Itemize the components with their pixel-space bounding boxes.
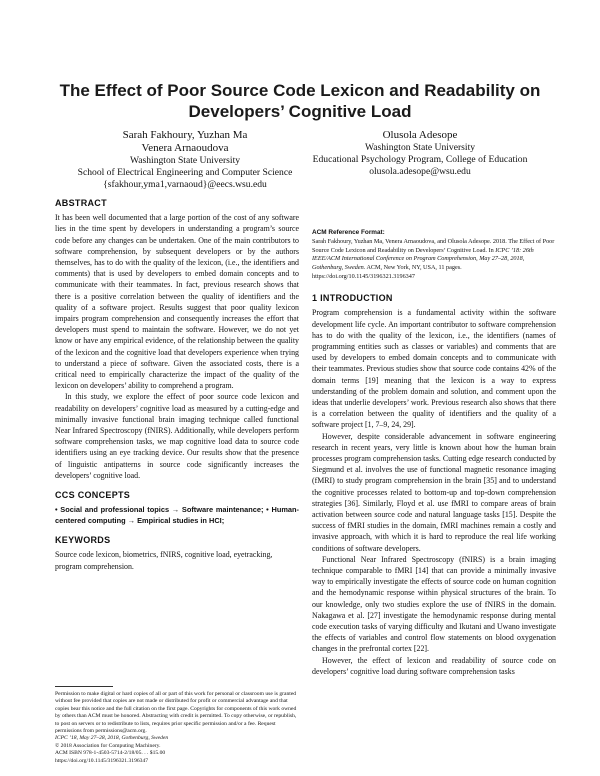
- permission-notice: [55, 691, 299, 765]
- author-block-right: [305, 129, 535, 179]
- intro-paragraph-4: However, the effect of lexicon and readability of source code on developers’ cognitive load during software comprehension tasks: [312, 655, 556, 676]
- reference-format-text: Sarah Fakhoury, Yuzhan Ma, Venera Arnaoudova, and Olusola Adesope. 2018. The Effect of Poor Source Code Lexicon and Readability on Developers’ Cognitive Load. In ICPC ’18: 26th IEEE/ACM International Conference on Program Comprehension, May 27–28, 2018, Gothenburg, Sweden. ACM, New York, NY, USA, 11 pages. https://doi.org/10.1145/3196321.3196347: [312, 238, 555, 280]
- abstract-paragraph-2: In this study, we explore the effect of poor source code lexicon and readability on developers’ cognitive load as measured by a cutting-edge and minimally invasive functional brain imaging technique called functional Near Infrared Spectroscopy (fNIRS). Additionally, while developers perform software comprehension tasks, we map cognitive load data to source code identifiers using an eye tracking device. Our results show that the presence of linguistic antipatterns in source code significantly increases the developers’ cognitive load.: [55, 392, 299, 480]
- permission-text: Permission to make digital or hard copies of all or part of this work for personal or classroom use is granted without fee provided that copies are not made or distributed for profit or commercial advantage and that copies bear this notice and the full citation on the first page. Copyrights for components of this work owned by others than ACM must be honored. Abstracting with credit is permitted. To copy otherwise, or republish, to post on servers or to redistribute to lists, requires prior specific permission and/or a fee. Request permissions from permissions@acm.org.: [55, 691, 297, 735]
- keywords-text: Source code lexicon, biometrics, fNIRS, cognitive load, eyetracking, program comprehension.: [55, 550, 273, 571]
- left-column: [55, 198, 299, 572]
- author-email: {sfakhour,yma1,varnaoud}@eecs.wsu.edu: [103, 179, 267, 191]
- author-block-left: [70, 129, 300, 192]
- copyright-line: © 2018 Association for Computing Machinery.: [55, 742, 161, 749]
- abstract-paragraph-1: It has been well documented that a large portion of the cost of any software lies in the time spent by developers in understanding a program’s source code before any changes can be undertaken. One of the main contributors to software comprehension, by subsequent developers or by the authors themselves, has to do with the quality of the lexicon, (i.e., the identifiers and comments) that is used by developers to embed domain concepts and to communicate with their teammates. In fact, previous research shows that there is a positive correlation between the quality of identifiers and the quality of a software project. Results suggest that poor quality lexicon impairs program comprehension and consequently increases the effort that developers must spend to maintain the software. However, we do not yet know or have any empirical evidence, of the relationship between the quality of the lexicon and the cognitive load that developers experience when trying to understand a piece of software. Given the associated costs, there is a critical need to empirically characterize the impact of the quality of the lexicon on developers’ ability to comprehend a program.: [55, 213, 299, 391]
- venue-line: ICPC ’18, May 27–28, 2018, Gothenburg, Sweden: [55, 735, 169, 742]
- ccs-concepts: • Social and professional topics → Software maintenance; • Human-centered computing → Empirical studies in HCI;: [55, 505, 299, 526]
- author-department: School of Electrical Engineering and Computer Science: [77, 167, 293, 179]
- author-names-line1: Sarah Fakhoury, Yuzhan Ma: [122, 129, 248, 141]
- footnote-divider: [55, 686, 113, 687]
- author-affiliation: Washington State University: [129, 155, 241, 166]
- intro-paragraph-1: Program comprehension is a fundamental activity within the software development life cycle. An important contributor to software comprehension has to do with the quality of the lexicon, i.e., the identifiers (names of programming entities such as classes or variables) and comments that are used by developers to embed domain concepts and to communicate with their teammates. Previous studies show that source code contains 42% of the domain terms [19] meaning that the lexicon is a way to express understanding of the problem domain and solution, and comment upon the ideas that underlie developers’ work. Previous research also shows that there is a correlation between the quality of identifiers and the quality of a software project [1, 7–9, 24, 29].: [312, 308, 556, 430]
- right-column: [312, 227, 556, 677]
- paper-title: The Effect of Poor Source Code Lexicon and Readability on Developers’ Cognitive Load: [59, 81, 541, 121]
- introduction-heading: 1 INTRODUCTION: [312, 293, 393, 304]
- author-name: Olusola Adesope: [382, 129, 458, 141]
- reference-format-heading: ACM Reference Format:: [312, 229, 385, 236]
- keywords-heading: KEYWORDS: [55, 535, 111, 546]
- ccs-heading: CCS CONCEPTS: [55, 490, 131, 501]
- intro-paragraph-3: Functional Near Infrared Spectroscopy (fNIRS) is a brain imaging technique comparable to fMRI [14] that can provide a minimally invasive way to empirically investigate the effects of source code on human cognition and the hemodynamic response within physical structures of the brain. To our knowledge, only two studies explore the use of fNIRS in the domain. Nakagawa et al. [27] investigate the hemodynamic response during mental code execution tasks of varying difficulty and Ikutani and Uwano investigate the effects of variables and control flow statements on blood oxygenation changes in the prefrontal cortex [22].: [312, 554, 556, 654]
- author-email: olusola.adesope@wsu.edu: [369, 166, 471, 178]
- author-affiliation: Washington State University: [364, 142, 476, 153]
- intro-paragraph-2: However, despite considerable advancement in software engineering research in recent years, very little is known about how the human brain processes program comprehension tasks. Cutting edge research conducted by Siegmund et al. involves the use of functional magnetic resonance imaging (fMRI) to study program comprehension in the brain [35] and to understand the cognitive processes related to bottom-up and top-down comprehension strategies [36]. Similarly, Floyd et al. use fMRI to compare areas of brain activation between source code and natural language tasks [15]. Despite the success of fMRI studies in the domain, fMRI machines remain a costly and invasive approach, with which it is hard to reproduce the real life working conditions of software developers.: [312, 431, 556, 553]
- abstract-heading: ABSTRACT: [55, 198, 107, 208]
- author-names-line2: Venera Arnaoudova: [141, 142, 229, 154]
- author-department: Educational Psychology Program, College of Education: [312, 154, 528, 166]
- doi-link[interactable]: https://doi.org/10.1145/3196321.3196347: [55, 757, 149, 764]
- isbn-line: ACM ISBN 978-1-4503-5714-2/18/05. . . $15.00: [55, 750, 166, 757]
